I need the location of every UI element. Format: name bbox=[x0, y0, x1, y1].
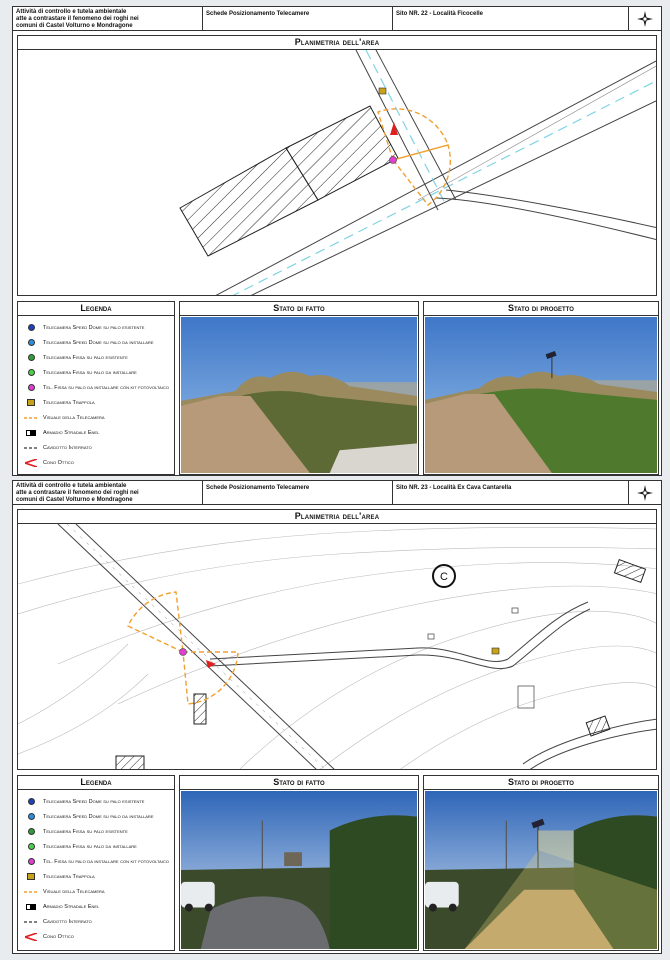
fixed-camera-new-icon bbox=[28, 369, 35, 376]
legend-item: Tel. Fissa su palo da installare con kit fotovoltaico bbox=[23, 380, 170, 395]
underground-duct-icon bbox=[24, 920, 38, 924]
legend-title: Legenda bbox=[18, 302, 174, 316]
org-line-1: Attività di controllo e tutela ambientale bbox=[16, 483, 127, 489]
enel-cabinet-icon bbox=[26, 430, 36, 436]
legend-item: Tel. Fissa su palo da installare con kit fotovoltaico bbox=[23, 854, 170, 869]
solar-camera-icon bbox=[28, 858, 35, 865]
solar-camera-icon bbox=[28, 384, 35, 391]
photo-project-panel bbox=[423, 775, 659, 951]
fixed-camera-existing-icon bbox=[28, 354, 35, 361]
site-label: Sito NR. 22 - Località Ficocelle bbox=[393, 7, 629, 30]
legend-item: Cono Ottico bbox=[23, 929, 170, 944]
optical-cone-icon bbox=[25, 933, 37, 941]
trap-camera-icon bbox=[492, 648, 499, 654]
org-line-2: atte a contrastare il fenomeno dei roghi nei bbox=[16, 490, 139, 496]
hatched-building bbox=[614, 560, 645, 583]
legend-item: Visuale della Telecamera bbox=[23, 410, 170, 425]
sheet-site-23 bbox=[12, 480, 662, 954]
solar-camera-icon bbox=[180, 649, 187, 656]
legend-item: Telecamera Speed Dome su palo esistente bbox=[23, 794, 170, 809]
hatched-building bbox=[586, 716, 610, 736]
small-structure bbox=[518, 686, 534, 708]
project-state-photo bbox=[425, 791, 657, 949]
org-line-3: comuni di Castel Volturno e Mondragone bbox=[16, 497, 133, 503]
legend-item: Armadio Stradale Enel bbox=[23, 425, 170, 440]
solar-camera-icon bbox=[390, 157, 397, 164]
legend-item: Telecamera Speed Dome su palo da installare bbox=[23, 809, 170, 824]
hatched-building bbox=[116, 756, 144, 770]
hatched-building bbox=[180, 106, 398, 256]
legend-item: Cavidotto Interrato bbox=[23, 440, 170, 455]
org-title bbox=[13, 481, 203, 504]
sheet-header bbox=[13, 7, 661, 31]
site-label: Sito NR. 23 - Località Ex Cava Cantarella bbox=[393, 481, 629, 504]
optical-cone-icon bbox=[25, 459, 37, 467]
plan-title: Planimetria dell'area bbox=[17, 509, 657, 523]
compass-icon bbox=[629, 7, 661, 30]
org-line-3: comuni di Castel Volturno e Mondragone bbox=[16, 23, 133, 29]
fixed-camera-existing-icon bbox=[28, 828, 35, 835]
speed-dome-existing-icon bbox=[28, 324, 35, 331]
small-structure bbox=[428, 634, 434, 639]
org-line-1: Attività di controllo e tutela ambientale bbox=[16, 9, 127, 15]
legend-item: Visuale della Telecamera bbox=[23, 884, 170, 899]
legend-item: Telecamera Trappola bbox=[23, 395, 170, 410]
org-title bbox=[13, 7, 203, 30]
doc-type: Schede Posizionamento Telecamere bbox=[203, 7, 393, 30]
legend-item: Telecamera Fissa su palo esistente bbox=[23, 350, 170, 365]
contour-lines bbox=[18, 527, 657, 770]
camera-view-line-icon bbox=[24, 416, 38, 420]
legend-item: Telecamera Fissa su palo da installare bbox=[23, 839, 170, 854]
compass-icon bbox=[629, 481, 661, 504]
photo-project-panel bbox=[423, 301, 659, 475]
legend-item: Telecamera Fissa su palo esistente bbox=[23, 824, 170, 839]
photo-existing-title: Stato di fatto bbox=[180, 776, 418, 790]
photo-existing-panel bbox=[179, 301, 419, 475]
photo-project-title: Stato di progetto bbox=[424, 776, 658, 790]
svg-text:C: C bbox=[440, 571, 448, 583]
speed-dome-new-icon bbox=[28, 339, 35, 346]
existing-state-photo bbox=[181, 317, 417, 473]
legend-item: Telecamera Trappola bbox=[23, 869, 170, 884]
enel-cabinet-icon bbox=[26, 904, 36, 910]
speed-dome-new-icon bbox=[28, 813, 35, 820]
plan-title: Planimetria dell'area bbox=[17, 35, 657, 49]
underground-duct-icon bbox=[24, 446, 38, 450]
existing-state-photo bbox=[181, 791, 417, 949]
legend-panel bbox=[17, 775, 175, 951]
project-state-photo bbox=[425, 317, 657, 473]
legend-item: Cavidotto Interrato bbox=[23, 914, 170, 929]
sheet-site-22 bbox=[12, 6, 662, 476]
hatched-building bbox=[194, 694, 206, 724]
legend-item: Telecamera Speed Dome su palo esistente bbox=[23, 320, 170, 335]
trap-camera-icon bbox=[27, 873, 35, 880]
site-plan-map bbox=[17, 49, 657, 296]
site-marker-c bbox=[433, 565, 455, 587]
photo-existing-title: Stato di fatto bbox=[180, 302, 418, 316]
photo-project-title: Stato di progetto bbox=[424, 302, 658, 316]
doc-type: Schede Posizionamento Telecamere bbox=[203, 481, 393, 504]
optical-cone-icon bbox=[390, 122, 398, 135]
speed-dome-existing-icon bbox=[28, 798, 35, 805]
org-line-2: atte a contrastare il fenomeno dei roghi nei bbox=[16, 16, 139, 22]
legend-item: Cono Ottico bbox=[23, 455, 170, 470]
legend-title: Legenda bbox=[18, 776, 174, 790]
trap-camera-icon bbox=[27, 399, 35, 406]
optical-cone-icon bbox=[206, 660, 216, 668]
camera-view-cone bbox=[128, 592, 238, 704]
legend-item: Armadio Stradale Enel bbox=[23, 899, 170, 914]
legend-item: Telecamera Fissa su palo da installare bbox=[23, 365, 170, 380]
sheet-header bbox=[13, 481, 661, 505]
legend-item: Telecamera Speed Dome su palo da installare bbox=[23, 335, 170, 350]
site-plan-map bbox=[17, 523, 657, 770]
photo-existing-panel bbox=[179, 775, 419, 951]
trap-camera-icon bbox=[379, 88, 386, 94]
legend-panel bbox=[17, 301, 175, 475]
small-structure bbox=[512, 608, 518, 613]
fixed-camera-new-icon bbox=[28, 843, 35, 850]
camera-view-line-icon bbox=[24, 890, 38, 894]
